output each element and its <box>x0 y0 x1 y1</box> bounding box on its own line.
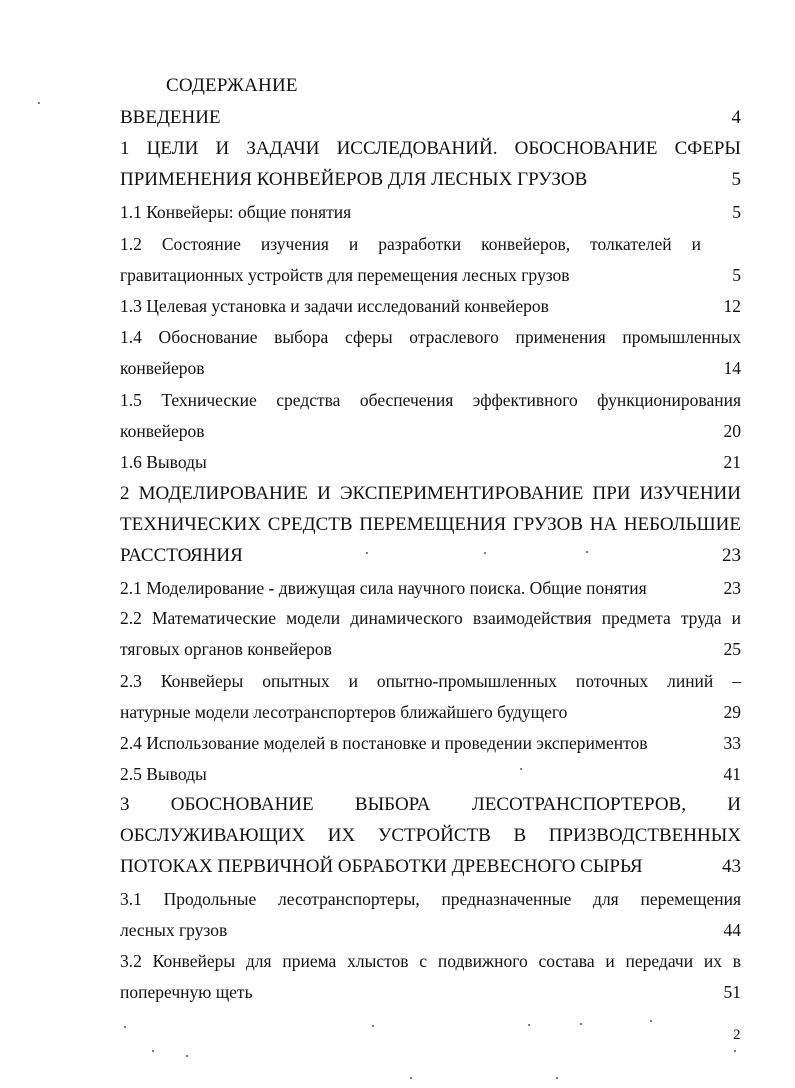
toc-entry-text: ВВЕДЕНИЕ <box>120 107 221 128</box>
toc-entry <box>120 980 741 1004</box>
toc-entry-page: 23 <box>722 545 741 566</box>
scan-speck <box>152 1050 154 1052</box>
toc-entry-page: 25 <box>723 639 741 659</box>
toc-entry-page: 43 <box>722 856 741 877</box>
toc-entry <box>120 762 741 786</box>
toc-entry-text: тяговых органов конвейеров <box>120 639 332 659</box>
toc-entry-text: конвейеров <box>120 358 205 378</box>
toc-entry <box>120 232 741 256</box>
toc-entry <box>120 606 741 630</box>
toc-entry-text: 3.2 Конвейеры для приема хлыстов с подвижного состава и передачи их в <box>120 951 741 971</box>
scan-speck <box>556 1077 558 1079</box>
toc-entry-page: 12 <box>723 296 741 316</box>
toc-entry-page: 41 <box>723 764 741 784</box>
toc-entry <box>120 325 741 349</box>
toc-entry <box>120 482 741 506</box>
scan-speck <box>734 1050 736 1052</box>
toc-entry-text: ОБСЛУЖИВАЮЩИХ ИХ УСТРОЙСТВ В ПРИЗВОДСТВЕННЫХ <box>120 825 741 846</box>
toc-entry <box>120 544 741 568</box>
toc-entry-page: 33 <box>723 733 741 753</box>
scan-speck <box>410 1077 412 1079</box>
toc-title: СОДЕРЖАНИЕ <box>166 75 298 96</box>
toc-entry <box>120 168 741 192</box>
toc-entry-text: 2.5 Выводы <box>120 764 207 784</box>
toc-entry-text: 1.5 Технические средства обеспечения эффективного функционирования <box>120 390 741 410</box>
toc-entry <box>120 106 741 130</box>
toc-entry-text: 1.4 Обоснование выбора сферы отраслевого применения промышленных <box>120 327 741 347</box>
toc-entry-text: 3.1 Продольные лесотранспортеры, предназначенные для перемещения <box>120 889 741 909</box>
toc-entry-text: ТЕХНИЧЕСКИХ СРЕДСТВ ПЕРЕМЕЩЕНИЯ ГРУЗОВ НА НЕБОЛЬШИЕ <box>120 514 741 535</box>
toc-entry <box>120 356 741 380</box>
toc-entry-page: 51 <box>723 982 741 1002</box>
scan-speck <box>366 552 368 554</box>
toc-entry-text: 1.2 Состояние изучения и разработки конвейеров, толкателей и <box>120 234 701 254</box>
toc-entry <box>120 700 741 724</box>
scan-speck <box>38 102 40 104</box>
scan-speck <box>372 1025 374 1027</box>
toc-entry-text: ПРИМЕНЕНИЯ КОНВЕЙЕРОВ ДЛЯ ЛЕСНЫХ ГРУЗОВ <box>120 169 588 190</box>
scan-speck <box>124 1026 126 1028</box>
toc-entry-text: 2.3 Конвейеры опытных и опытно-промышленных поточных линий – <box>120 671 741 691</box>
toc-entry-text: 2 МОДЕЛИРОВАНИЕ И ЭКСПЕРИМЕНТИРОВАНИЕ ПРИ ИЗУЧЕНИИ <box>120 483 741 504</box>
toc-entry <box>120 388 741 412</box>
toc-entry-text: конвейеров <box>120 421 205 441</box>
toc-entry-text: РАССТОЯНИЯ <box>120 545 243 566</box>
toc-entry <box>120 669 741 693</box>
toc-entry <box>120 450 741 474</box>
toc-entry-text: поперечную щеть <box>120 982 253 1002</box>
scan-speck <box>186 1055 188 1057</box>
toc-entry-page: 5 <box>731 169 741 190</box>
toc-entry <box>120 263 741 287</box>
toc-entry-page: 5 <box>732 202 741 222</box>
toc-entry <box>120 949 741 973</box>
toc-entry-text: лесных грузов <box>120 920 228 940</box>
toc-entry <box>120 576 741 600</box>
scan-speck <box>528 1024 530 1026</box>
toc-entry <box>120 513 741 537</box>
toc-entry <box>120 855 741 879</box>
toc-entry-text: натурные модели лесотранспортеров ближайшего будущего <box>120 702 568 722</box>
toc-entry <box>120 419 741 443</box>
toc-entry <box>120 731 741 755</box>
toc-entry-text: 1.6 Выводы <box>120 452 207 472</box>
toc-entry <box>120 200 741 224</box>
toc-entry-text: 1.3 Целевая установка и задачи исследований конвейеров <box>120 296 549 316</box>
toc-entry <box>120 637 741 661</box>
scan-speck <box>586 551 588 553</box>
toc-entry-text: 2.1 Моделирование - движущая сила научного поиска. Общие понятия <box>120 578 647 598</box>
toc-entry <box>120 824 741 848</box>
scan-speck <box>484 552 486 554</box>
toc-entry-page: 5 <box>732 265 741 285</box>
toc-entry-page: 21 <box>723 452 741 472</box>
scan-speck <box>520 768 522 770</box>
toc-entry-page: 44 <box>723 920 741 940</box>
toc-entry-text: 2.2 Математические модели динамического взаимодействия предмета труда и <box>120 608 741 628</box>
toc-entry-text: 1 ЦЕЛИ И ЗАДАЧИ ИССЛЕДОВАНИЙ. ОБОСНОВАНИЕ СФЕРЫ <box>120 138 741 159</box>
toc-entry <box>120 918 741 942</box>
toc-entry-text: 2.4 Использование моделей в постановке и проведении экспериментов <box>120 733 648 753</box>
toc-entry-page: 23 <box>723 578 741 598</box>
toc-entry-page: 4 <box>731 107 741 128</box>
scan-speck <box>650 1020 652 1022</box>
toc-entry <box>120 887 741 911</box>
toc-entry-page: 14 <box>723 358 741 378</box>
page-number: 2 <box>733 1027 741 1043</box>
scan-speck <box>580 1023 582 1025</box>
toc-entry <box>120 793 741 817</box>
toc-entry-page: 29 <box>723 702 741 722</box>
toc-entry <box>120 137 741 161</box>
toc-entry-text: гравитационных устройств для перемещения лесных грузов <box>120 265 570 285</box>
toc-entry <box>120 294 741 318</box>
toc-entry-text: 3 ОБОСНОВАНИЕ ВЫБОРА ЛЕСОТРАНСПОРТЕРОВ, И <box>120 794 741 815</box>
toc-entry-text: ПОТОКАХ ПЕРВИЧНОЙ ОБРАБОТКИ ДРЕВЕСНОГО СЫРЬЯ <box>120 856 643 877</box>
toc-entry-text: 1.1 Конвейеры: общие понятия <box>120 202 352 222</box>
toc-entry-page: 20 <box>723 421 741 441</box>
